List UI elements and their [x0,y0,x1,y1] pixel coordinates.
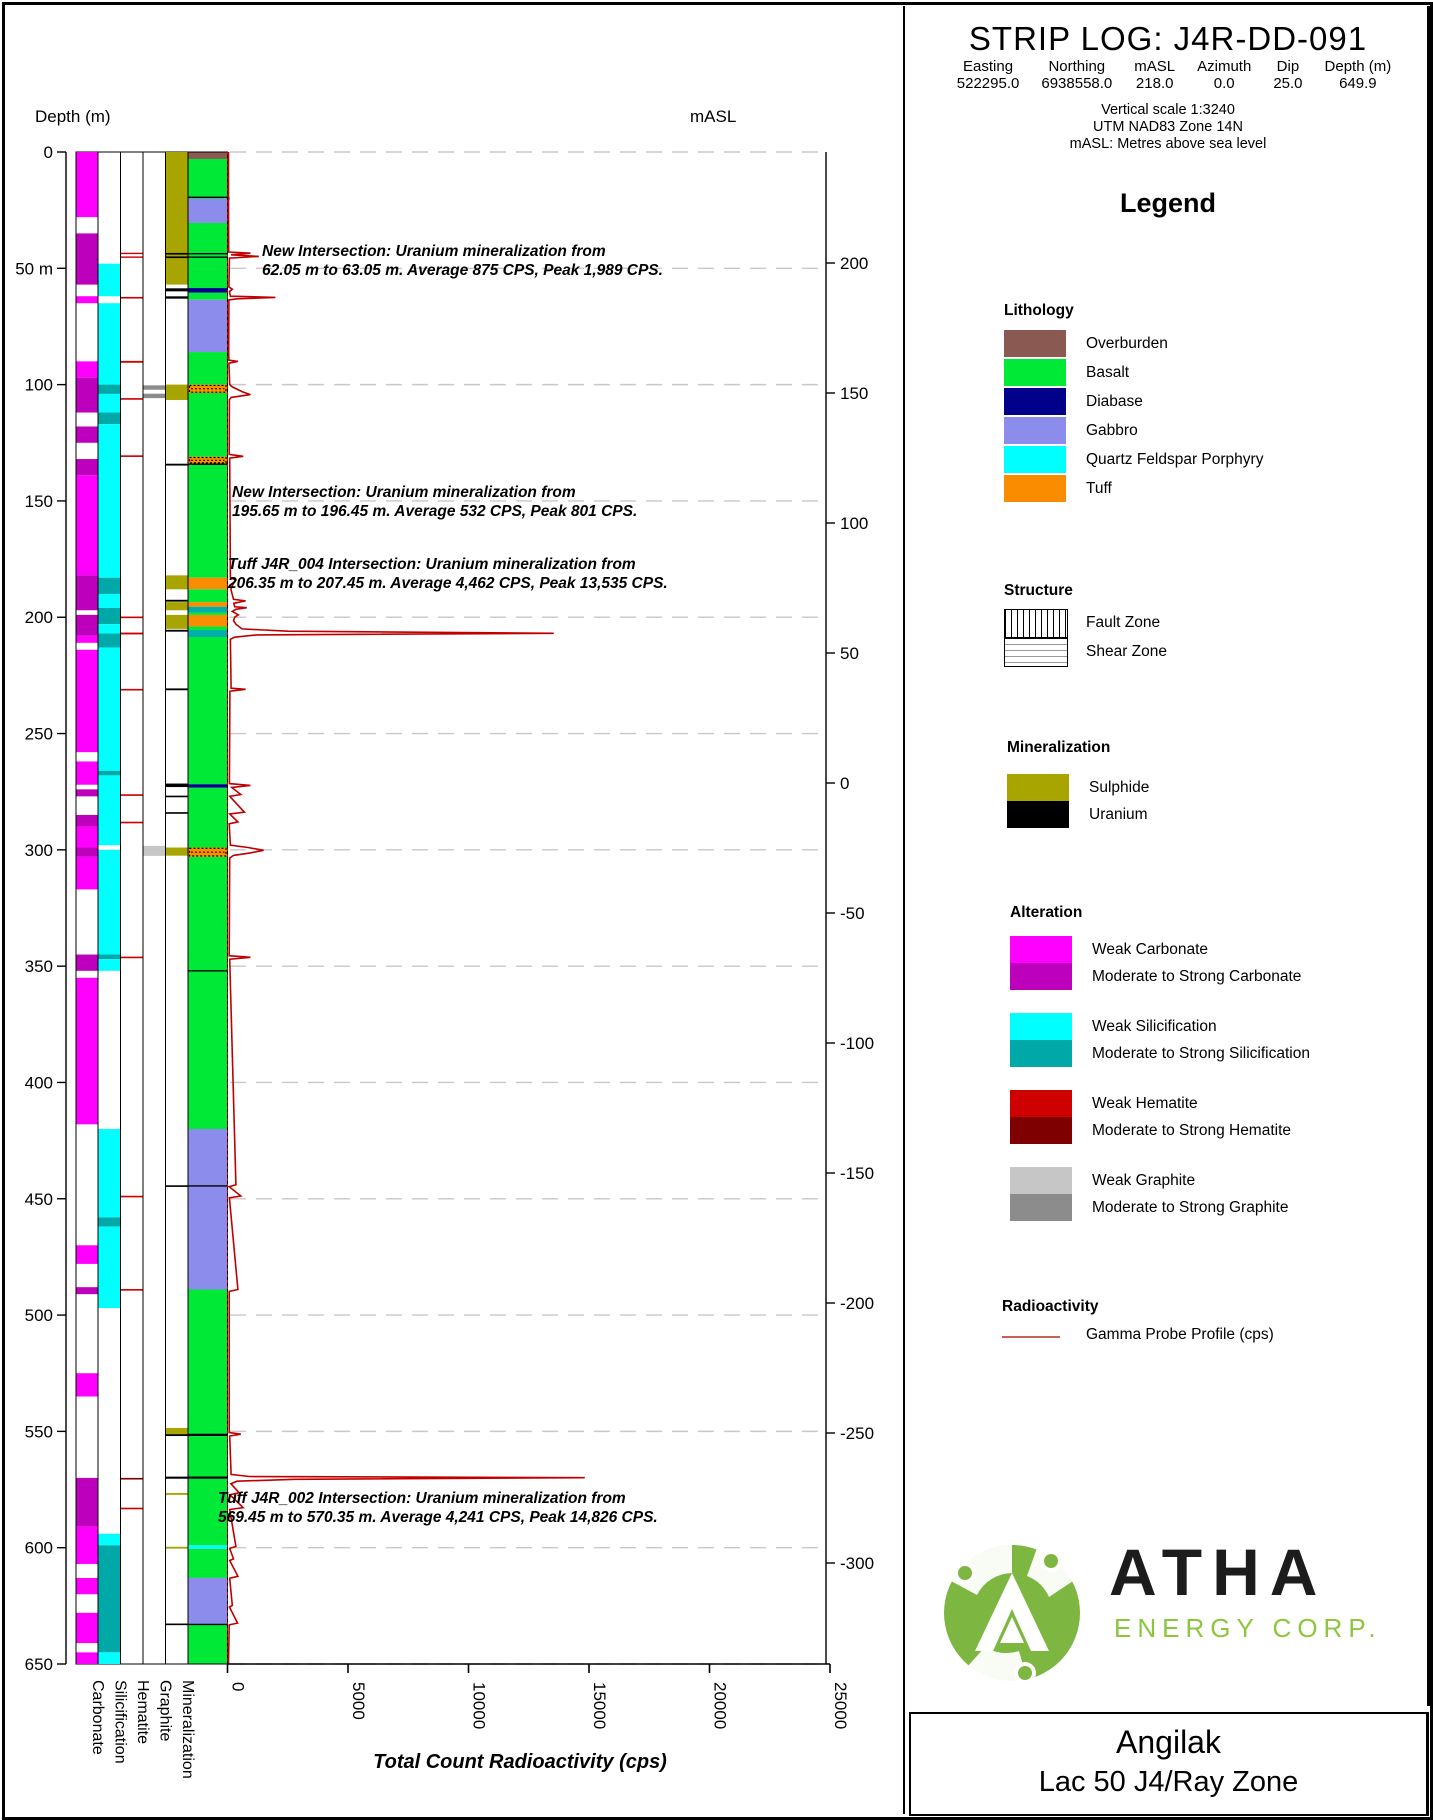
alteration-strong-swatch [1010,1040,1072,1067]
depth-tick-label: 100 [24,375,53,395]
lithology-interval-qfp_teal [189,607,228,613]
right-panel [909,6,1430,1706]
depth-tick-label: 550 [24,1422,53,1442]
alteration-strong-swatch [1010,1194,1072,1221]
uranium-interval [166,796,188,798]
panel-divider [903,6,905,1814]
lithology-swatch [1004,388,1066,415]
alteration-weak-label: Weak Silicification [1092,1018,1217,1035]
depth-tick-label: 400 [24,1073,53,1093]
alteration-weak-swatch [1010,1167,1072,1194]
lithology-interval-basalt [189,1549,228,1578]
lithology-interval-basalt [189,1289,228,1434]
masl-tick-label: 50 [840,644,859,663]
masl-tick-label: -50 [840,904,865,923]
masl-tick-label: -150 [840,1164,875,1183]
cps-tick-label: 25000 [831,1682,850,1730]
depth-tick-label: 350 [24,957,53,977]
hematite-interval [121,633,143,635]
alteration-strong-label: Moderate to Strong Graphite [1092,1199,1289,1216]
silicification-interval [99,1534,121,1546]
graphite-interval [144,846,166,856]
sulphide-label: Sulphide [1089,779,1150,796]
depth-tick-label: 450 [24,1189,53,1209]
alteration-weak-swatch [1010,936,1072,963]
carbonate-interval [77,233,98,284]
masl-tick-label: -200 [840,1294,875,1313]
note-masl: mASL: Metres above sea level [1069,136,1267,152]
lithology-swatch-label: Gabbro [1086,422,1138,439]
lithology-interval-diabase [189,784,228,787]
fault-zone-swatch [1004,609,1068,638]
carbonate-interval [77,978,98,1125]
graphite-interval [144,385,166,389]
carbonate-interval [77,1287,98,1294]
sulphide-interval [166,152,188,285]
silicification-interval [99,1227,121,1308]
carbonate-interval [77,575,98,610]
uranium-interval [166,600,188,602]
carbonate-interval [77,475,98,575]
silicification-interval [99,647,121,770]
fault-zone-label: Fault Zone [1086,614,1161,631]
silicification-interval [99,771,121,776]
silicification-interval [99,1545,121,1652]
uranium-swatch [1007,801,1069,828]
lithology-swatch [1004,475,1066,502]
lithology-interval-tuff [189,615,228,627]
annotation-intersection-1 [262,243,663,280]
lithology-swatch [1004,359,1066,386]
lithology-swatch-label: Overburden [1086,335,1168,352]
hematite-interval [121,794,143,796]
silicification-interval [99,413,121,425]
carbonate-interval [77,815,98,827]
lithology-interval-qfp [189,1545,228,1548]
annotation-line: New Intersection: Uranium mineralization from [262,243,606,260]
masl-tick-label: 100 [840,514,869,533]
carbonate-interval [77,1578,98,1594]
masl-tick-label: 200 [840,254,869,273]
hematite-interval [121,455,143,457]
carbonate-interval [77,378,98,413]
lithology-swatch [1004,330,1066,357]
cps-tick-label: 0 [228,1682,248,1692]
project-name: Angilak [1116,1724,1221,1760]
carbonate-interval [77,761,98,784]
lithology-interval-gabbro [189,300,228,352]
depth-tick-label: 650 [24,1655,53,1674]
uranium-interval [166,296,188,298]
carbonate-interval [77,1245,98,1264]
legend-section-structure: Structure [1004,582,1073,599]
zone-name: Lac 50 J4/Ray Zone [1038,1766,1299,1798]
hematite-interval [121,253,143,254]
hematite-interval [121,361,143,363]
uranium-interval [166,1434,188,1436]
alteration-strong-label: Moderate to Strong Hematite [1092,1122,1292,1139]
silicification-interval [99,424,121,578]
gamma-profile-line [229,152,585,1664]
uranium-interval [166,784,188,787]
track-box-hem [121,152,144,1664]
sulphide-swatch [1007,774,1069,801]
uranium-interval [166,812,188,814]
lithology-interval-tuff [189,602,228,607]
carbonate-interval [77,152,98,217]
masl-axis-title: mASL [690,107,737,126]
lithology-swatch [1004,446,1066,473]
carbonate-interval [77,459,98,475]
silicification-interval [99,1129,121,1217]
hematite-interval [121,1196,143,1198]
lithology-interval-basalt [189,589,228,602]
atha-logo-icon [927,1521,1097,1701]
lithology-interval-qfp_teal [189,630,228,637]
sulphide-interval [166,615,188,629]
lithology-interval-basalt [189,464,228,578]
gamma-legend-line [1002,1336,1060,1338]
sulphide-interval [166,1493,188,1495]
lithology-interval-uranium [189,1477,228,1479]
track-label: Carbonate [89,1680,106,1755]
silicification-interval [99,634,121,648]
field-masl: mASL 218.0 [1134,58,1176,92]
uranium-interval [166,1624,188,1626]
track-box-gra [143,152,166,1664]
carbonate-interval [77,955,98,971]
alteration-weak-label: Weak Graphite [1092,1172,1196,1189]
lithology-interval-basalt [189,627,228,630]
track-box-min [166,152,189,1664]
gamma-legend-label: Gamma Probe Profile (cps) [1086,1326,1274,1343]
cps-tick-label: 10000 [469,1682,489,1730]
masl-tick-label: -300 [840,1554,875,1573]
note-utm: UTM NAD83 Zone 14N [1093,119,1243,135]
collar-info [939,58,1409,92]
scale-notes [909,102,1427,153]
title-block [909,1712,1429,1816]
alteration-strong-swatch [1010,963,1072,990]
masl-tick-label: -250 [840,1424,875,1443]
masl-tick-label: 0 [840,774,850,793]
depth-tick-label: 150 [24,491,53,511]
shear-zone-label: Shear Zone [1086,643,1167,660]
annotation-line: Tuff J4R_002 Intersection: Uranium mineralization from [218,1490,626,1507]
hematite-interval [121,1508,143,1510]
annotation-intersection-3 [228,556,668,593]
uranium-interval [166,630,188,632]
depth-tick-label: 250 [24,724,53,744]
silicification-interval [99,850,121,955]
lithology-interval-gabbro [189,1129,228,1290]
lithology-swatch-label: Quartz Feldspar Porphyry [1086,451,1264,468]
silicification-interval [99,303,121,384]
legend-section-mineralization: Mineralization [1007,739,1111,756]
lithology-swatch-label: Basalt [1086,364,1130,381]
silicification-interval [99,955,121,960]
alteration-strong-swatch [1010,1117,1072,1144]
track-label: Mineralization [179,1680,196,1779]
carbonate-interval [77,296,98,303]
field-easting: Easting 522295.0 [956,58,1020,92]
depth-tick-label: 50 m [15,259,53,279]
depth-tick-label: 600 [24,1538,53,1558]
depth-tick-label: 0 [43,143,53,162]
lithology-swatch-label: Diabase [1086,393,1143,410]
masl-tick-label: -100 [840,1034,875,1053]
uranium-interval [166,256,188,258]
field-azimuth: Azimuth 0.0 [1197,58,1252,92]
lithology-swatch-label: Tuff [1086,480,1112,497]
annotation-line: 195.65 m to 196.45 m. Average 532 CPS, Peak 801 CPS. [232,502,638,520]
track-label: Silicification [111,1680,129,1764]
uranium-interval [166,464,188,466]
cps-axis-title: Total Count Radioactivity (cps) [373,1751,667,1773]
field-dip: Dip 25.0 [1273,58,1303,92]
carbonate-interval [77,1373,98,1396]
alteration-strong-label: Moderate to Strong Silicification [1092,1045,1310,1062]
uranium-interval [166,688,188,690]
uranium-interval [166,253,188,255]
carbonate-interval [77,1527,98,1564]
cps-tick-label: 15000 [590,1682,609,1730]
silicification-interval [99,608,121,624]
annotation-intersection-4 [218,1490,658,1527]
lithology-interval-basalt [189,393,228,457]
silicification-interval [99,1217,121,1226]
depth-tick-label: 500 [24,1306,53,1326]
sulphide-interval [166,848,188,856]
sulphide-interval [166,575,188,589]
annotation-intersection-2 [232,484,637,521]
track-label: Hematite [134,1680,151,1745]
hematite-interval [121,689,143,691]
carbonate-interval [77,636,98,643]
carbonate-interval [77,1613,98,1643]
lithology-swatch [1004,417,1066,444]
silicification-interval [99,264,121,297]
sulphide-interval [166,1428,188,1434]
lithology-interval-basalt [189,857,228,1129]
annotation-line: Tuff J4R_004 Intersection: Uranium mineralization from [228,556,636,573]
carbonate-interval [77,650,98,752]
depth-axis-title: Depth (m) [35,107,111,126]
carbonate-interval [77,848,98,857]
page-title: STRIP LOG: J4R-DD-091 [968,20,1368,57]
alteration-weak-label: Weak Carbonate [1092,941,1209,958]
atha-logo-wordmark: ATHA [1109,1535,1328,1609]
carbonate-interval [77,1478,98,1527]
lithology-interval-basalt [189,613,228,615]
shear-zone-swatch [1004,638,1068,667]
masl-tick-label: 150 [840,384,869,403]
carbonate-interval [77,615,98,636]
depth-tick-label: 300 [24,840,53,860]
carbonate-interval [77,426,98,442]
alteration-weak-label: Weak Hematite [1092,1095,1198,1112]
carbonate-interval [77,827,98,848]
annotation-line: 62.05 m to 63.05 m. Average 875 CPS, Peak 1,989 CPS. [262,261,663,279]
silicification-interval [99,1652,121,1664]
lithology-interval-basalt [189,352,228,385]
graphite-interval [144,394,166,398]
silicification-interval [99,594,121,608]
carbonate-interval [77,789,98,796]
alteration-strong-label: Moderate to Strong Carbonate [1092,968,1302,985]
silicification-interval [99,624,121,633]
lithology-interval-basalt [189,159,228,199]
track-label: Graphite [156,1680,174,1742]
cps-tick-label: 20000 [710,1682,730,1730]
annotation-line: 569.45 m to 570.35 m. Average 4,241 CPS, Peak 14,826 CPS. [218,1508,658,1526]
uranium-label: Uranium [1089,806,1148,823]
lithology-interval-gabbro [189,199,228,223]
carbonate-interval [77,857,98,890]
legend-section-lithology: Lithology [1004,302,1074,319]
legend-section-radioactivity: Radioactivity [1002,1298,1099,1315]
uranium-interval [166,288,188,291]
field-northing: Northing 6938558.0 [1041,58,1113,92]
silicification-interval [99,578,121,594]
silicification-interval [99,959,121,971]
uranium-interval [166,1477,188,1479]
hematite-interval [121,617,143,619]
hematite-interval [121,1289,143,1291]
lithology-interval-basalt [189,293,228,300]
lithology-interval-basalt [189,223,228,288]
lithology-interval-basalt [189,637,228,784]
legend-title: Legend [1119,188,1216,218]
hematite-interval [121,297,143,299]
alteration-weak-swatch [1010,1013,1072,1040]
field-depth: Depth (m) 649.9 [1324,58,1392,92]
lithology-interval-basalt [189,1624,228,1664]
hematite-interval [121,822,143,824]
silicification-interval [99,385,121,394]
annotation-line: 206.35 m to 207.45 m. Average 4,462 CPS, Peak 13,535 CPS. [228,574,668,592]
note-scale: Vertical scale 1:3240 [1101,102,1235,118]
lithology-interval-overburden [189,152,228,159]
hematite-interval [121,256,143,257]
alteration-weak-swatch [1010,1090,1072,1117]
carbonate-interval [77,1652,98,1664]
atha-logo-subtitle: ENERGY CORP. [1114,1613,1382,1643]
hematite-interval [121,398,143,400]
cps-tick-label: 5000 [349,1682,368,1720]
lithology-interval-basalt [189,1436,228,1476]
lithology-interval-tuff [189,578,228,590]
legend-section-alteration: Alteration [1010,904,1083,921]
sulphide-interval [166,602,188,610]
lithology-interval-diabase [189,288,228,293]
annotation-line: New Intersection: Uranium mineralization from [232,484,576,501]
hematite-interval [121,957,143,959]
carbonate-interval [77,361,98,377]
silicification-interval [99,394,121,413]
silicification-interval [99,775,121,845]
lithology-interval-basalt [189,788,228,848]
sulphide-interval [166,385,188,400]
hematite-interval [121,1478,143,1480]
uranium-interval [166,1185,188,1187]
sulphide-interval [166,1547,188,1549]
lithology-interval-gabbro [189,1578,228,1625]
depth-tick-label: 200 [24,608,53,628]
